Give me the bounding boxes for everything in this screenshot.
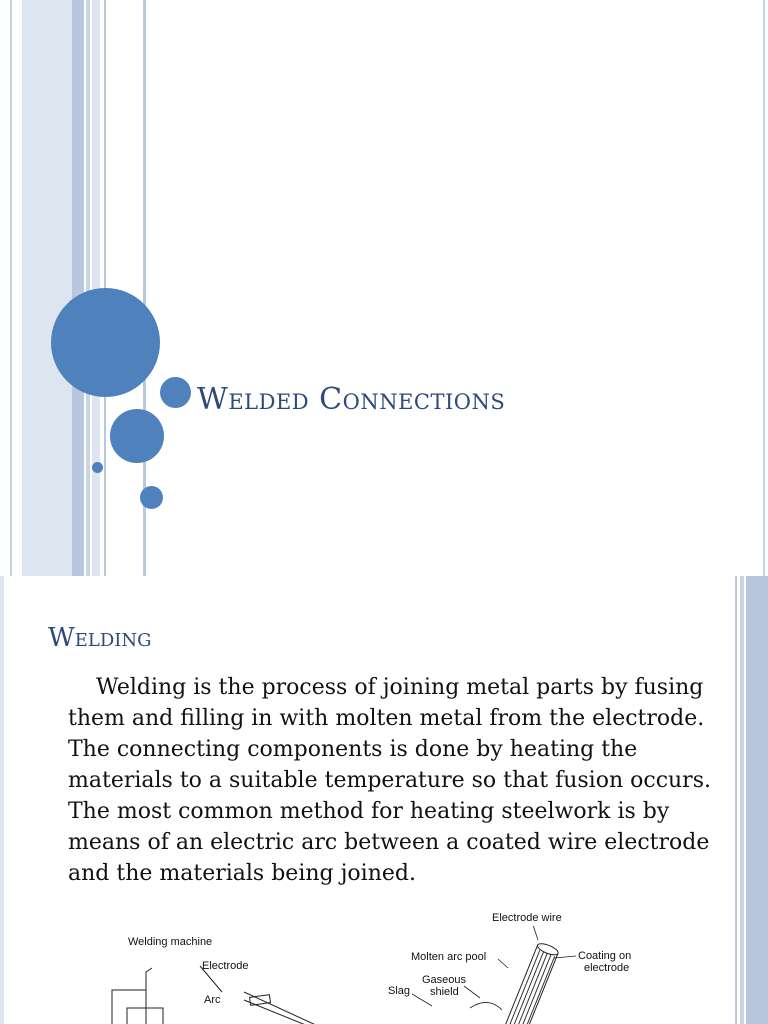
label-coating-line2: electrode <box>584 962 630 974</box>
label-electrode: Electrode <box>202 960 249 972</box>
decorative-stripe <box>72 0 84 576</box>
welding-diagram <box>0 912 768 1024</box>
slide-heading: Welding <box>48 623 152 653</box>
body-paragraph: Welding is the process of joining metal parts by fusing them and filling in with molten metal from the electrode. The connecting components is done by heating the materials to a suitable temperature so that fusion occurs. The most common method for heating steelwork is by means of an electric arc between a coated wire electrode and the materials being joined. <box>68 675 711 886</box>
label-coating-line1: Coating on <box>578 950 632 962</box>
label-arc: Arc <box>204 994 221 1006</box>
decorative-circle-large <box>51 288 160 397</box>
decorative-stripe <box>86 0 90 576</box>
label-molten-arc-pool: Molten arc pool <box>411 951 487 963</box>
decorative-stripe <box>763 0 765 576</box>
label-welding-machine: Welding machine <box>128 936 213 948</box>
decorative-circle-small <box>140 486 163 509</box>
label-gaseous: Gaseous <box>422 974 467 986</box>
welding-diagram-svg <box>0 926 768 1024</box>
label-slag: Slag <box>388 985 411 997</box>
decorative-circle-dot <box>92 462 103 473</box>
label-electrode-wire: Electrode wire <box>492 912 562 924</box>
decorative-stripe <box>22 0 72 576</box>
content-slide <box>0 576 768 1024</box>
label-shield: shield <box>430 986 459 998</box>
decorative-circle-medium <box>110 409 164 463</box>
slide-title: Welded Connections <box>197 382 506 417</box>
decorative-circle-small <box>160 377 191 408</box>
decorative-stripe <box>10 0 12 576</box>
